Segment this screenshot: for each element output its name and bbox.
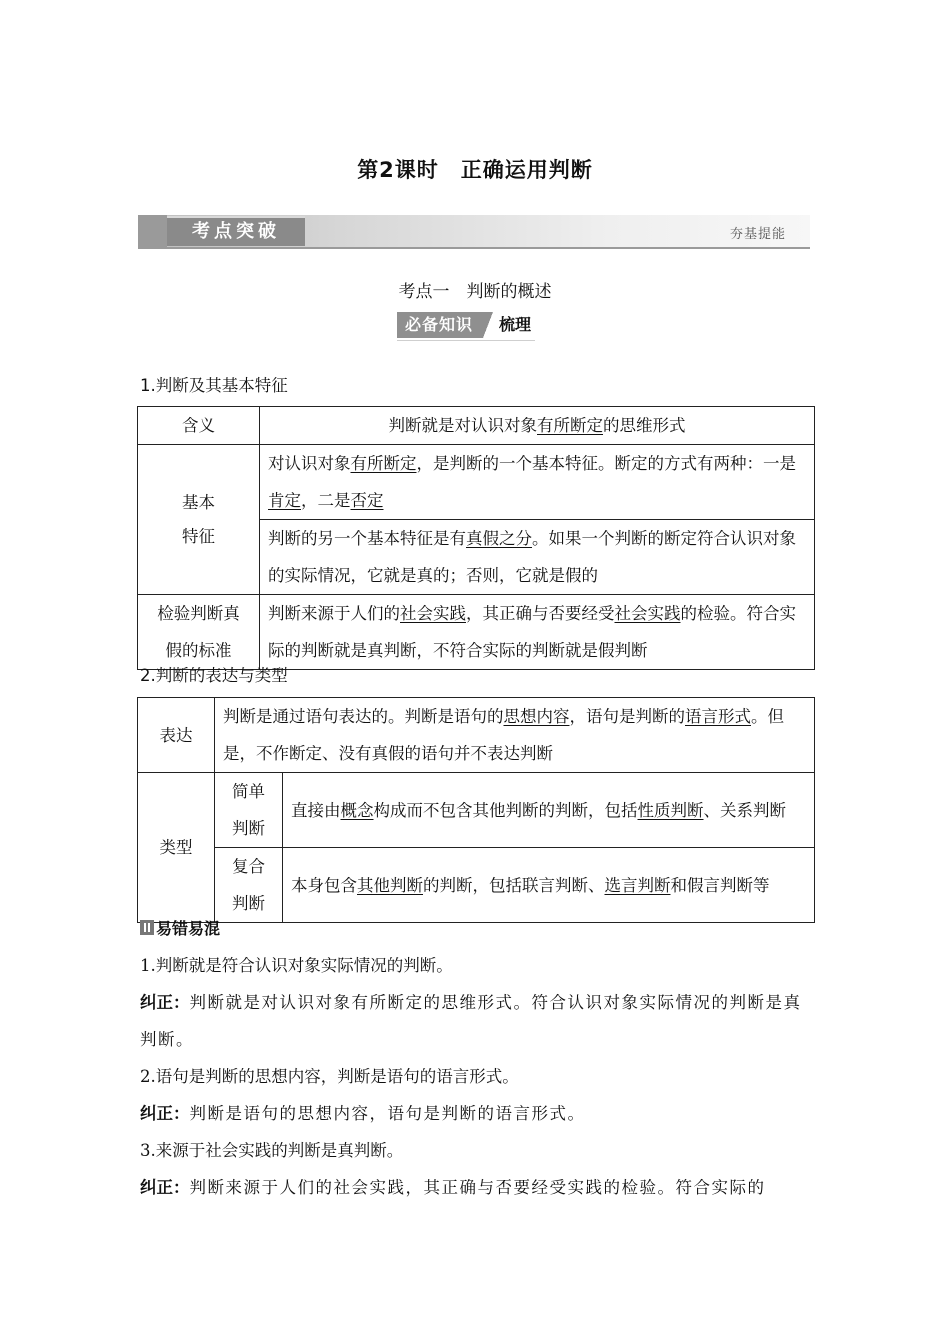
- row-head-compound: 复合判断: [215, 848, 283, 923]
- section-banner: [138, 215, 810, 249]
- key-term: 否定: [350, 491, 384, 510]
- badge-right-label: 梳理: [499, 315, 532, 334]
- key-term: 社会实践: [400, 604, 466, 623]
- feature-a-cell: 对认识对象有所断定，是判断的一个基本特征。断定的方式有两种：一是肯定，二是否定: [260, 445, 815, 520]
- row-head-types: 类型: [138, 773, 215, 923]
- errors-heading-text: 易错易混: [156, 919, 221, 938]
- row-head-features: 基本特征: [138, 445, 260, 595]
- errors-heading: [140, 916, 220, 939]
- error-claim-1: 1.判断就是符合认识对象实际情况的判断。: [140, 956, 453, 975]
- table-row: [138, 698, 815, 773]
- meaning-cell: 判断就是对认识对象有所断定的思维形式: [260, 407, 815, 445]
- row-head-standard: 检验判断真假的标准: [138, 595, 260, 670]
- table-row: [138, 773, 815, 848]
- table1-heading: 1.判断及其基本特征: [140, 376, 288, 395]
- table-row: [138, 445, 815, 520]
- key-term: 真假之分: [466, 529, 532, 548]
- error-correction-3: 纠正：判断来源于人们的社会实践，其正确与否要经受实践的检验。符合实际的: [140, 1178, 766, 1197]
- key-term: 语言形式: [685, 707, 751, 726]
- banner-label: 考点突破: [167, 216, 305, 246]
- row-head-expression: 表达: [138, 698, 215, 773]
- table-row: [138, 407, 815, 445]
- knowledge-badge: [397, 312, 535, 341]
- row-head-meaning: 含义: [138, 407, 260, 445]
- pause-bar-icon: [140, 920, 154, 935]
- correction-label: 纠正：: [140, 993, 190, 1012]
- badge-left-label: 必备知识: [397, 312, 483, 338]
- key-term: 思想内容: [503, 707, 570, 726]
- table-row: [138, 595, 815, 670]
- key-term: 有所断定: [350, 454, 417, 473]
- error-correction-1: 纠正：判断就是对认识对象有所断定的思维形式。符合认识对象实际情况的判断是真判断。: [140, 993, 802, 1049]
- key-term: 有所断定: [537, 416, 603, 435]
- expression-cell: 判断是通过语句表达的。判断是语句的思想内容，语句是判断的语言形式。但是，不作断定、没有真假的语句并不表达判断: [215, 698, 815, 773]
- correction-label: 纠正：: [140, 1104, 190, 1123]
- judgment-types-table: [137, 697, 815, 923]
- row-head-simple: 简单判断: [215, 773, 283, 848]
- table2-heading: 2.判断的表达与类型: [140, 666, 288, 685]
- key-term: 概念: [340, 800, 374, 820]
- standard-cell: 判断来源于人们的社会实践，其正确与否要经受社会实践的检验。符合实际的判断就是真判断，不符合实际的判断就是假判断: [260, 595, 815, 670]
- error-claim-2: 2.语句是判断的思想内容，判断是语句的语言形式。: [140, 1067, 519, 1086]
- correction-label: 纠正：: [140, 1178, 190, 1197]
- key-term: 选言判断: [604, 875, 671, 895]
- banner-right-text: 夯基提能: [729, 227, 786, 242]
- error-claim-3: 3.来源于社会实践的判断是真判断。: [140, 1141, 404, 1160]
- judgment-features-table: [137, 406, 815, 670]
- key-term: 其他判断: [357, 875, 423, 895]
- compound-cell: 本身包含其他判断的判断，包括联言判断、选言判断和假言判断等: [283, 848, 815, 923]
- banner-accent: [138, 215, 167, 247]
- badge-slash: [483, 312, 493, 338]
- simple-cell: 直接由概念构成而不包含其他判断的判断，包括性质判断、关系判断: [283, 773, 815, 848]
- key-term: 社会实践: [614, 604, 681, 623]
- error-correction-2: 纠正：判断是语句的思想内容，语句是判断的语言形式。: [140, 1104, 586, 1123]
- section-heading: 考点一 判断的概述: [398, 282, 552, 302]
- page-title: 第2课时 正确运用判断: [357, 158, 593, 182]
- key-term: 性质判断: [637, 800, 704, 820]
- table-row: [138, 848, 815, 923]
- key-term: 肯定: [268, 491, 301, 510]
- feature-b-cell: 判断的另一个基本特征是有真假之分。如果一个判断的断定符合认识对象的实际情况，它就是真的；否则，它就是假的: [260, 520, 815, 595]
